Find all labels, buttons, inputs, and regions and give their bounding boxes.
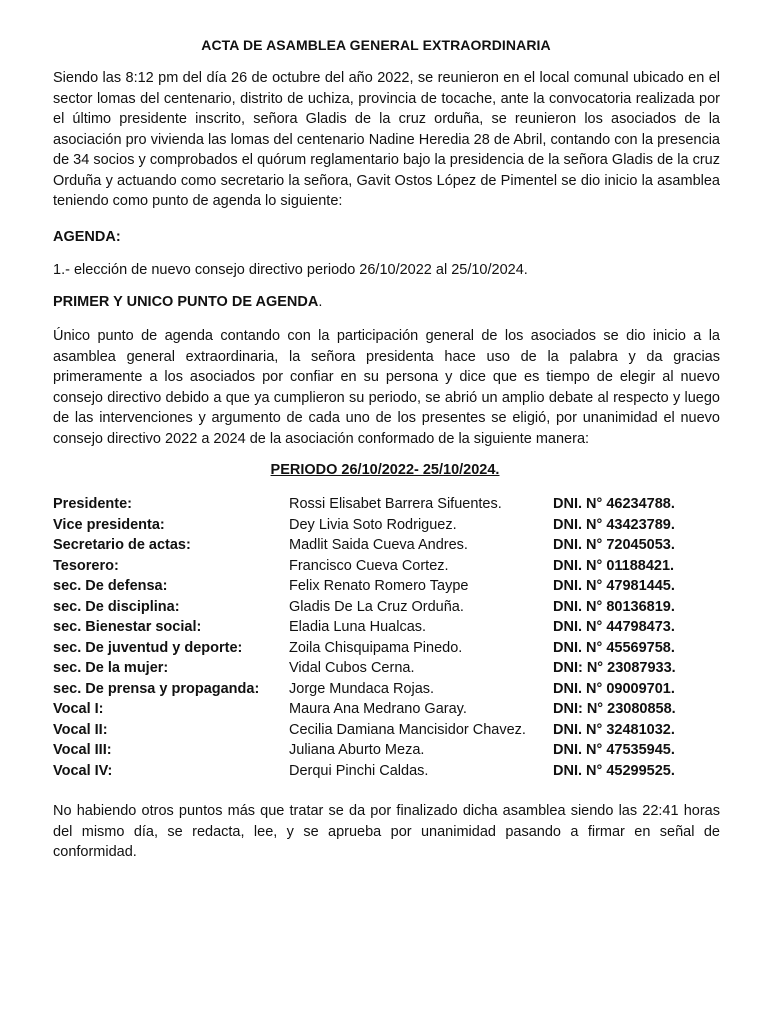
board-member-row <box>53 658 753 679</box>
board-member-role: sec. De prensa y propaganda: <box>53 680 260 697</box>
board-member-dni: DNI. N° 44798473. <box>553 619 675 635</box>
board-member-row <box>53 638 753 659</box>
board-member-row <box>53 740 753 761</box>
board-member-row <box>53 761 753 782</box>
board-member-name: Francisco Cueva Cortez. <box>289 557 449 574</box>
agenda-heading: AGENDA: <box>53 229 121 245</box>
board-member-role: sec. De juventud y deporte: <box>53 639 243 656</box>
period-heading: PERIODO 26/10/2022- 25/10/2024. <box>270 462 500 478</box>
board-member-name: Cecilia Damiana Mancisidor Chavez. <box>289 721 526 738</box>
agenda-item: 1.- elección de nuevo consejo directivo periodo 26/10/2022 al 25/10/2024. <box>53 262 528 278</box>
board-member-name: Maura Ana Medrano Garay. <box>289 701 467 717</box>
board-member-name: Zoila Chisquipama Pinedo. <box>289 639 463 656</box>
board-member-dni: DNI. N° 09009701. <box>553 680 675 697</box>
board-member-row <box>53 556 753 577</box>
board-member-dni: DNI. N° 47981445. <box>553 578 675 594</box>
board-member-dni: DNI. N° 45569758. <box>553 639 675 656</box>
intro-paragraph: Siendo las 8:12 pm del día 26 de octubre del año 2022, se reunieron en el local comunal ubicado en el sector lomas del centenario, distrito de uchiza, provincia de tocache, ante la convocatoria realizada por el último presidente inscrito, señora Gladis de la cruz orduña, se reunieron los asociados de la asociación pro vivienda las lomas del centenario Nadine Heredia 28 de Abril, contando con la presencia de 34 socios y comprobados el quórum reglamentario bajo la presidencia de la señora Gladis de la cruz Orduña y actuando como secretario la señora, Gavit Ostos López de Pimentel se dio inicio la asamblea teniendo como punto de agenda lo siguiente: <box>53 70 720 209</box>
document-title: ACTA DE ASAMBLEA GENERAL EXTRAORDINARIA <box>201 37 551 53</box>
board-member-name: Gladis De La Cruz Orduña. <box>289 598 464 615</box>
board-member-name: Derqui Pinchi Caldas. <box>289 762 429 779</box>
board-member-role: Vocal II: <box>53 721 108 738</box>
board-member-name: Juliana Aburto Meza. <box>289 742 425 758</box>
board-member-dni: DNI. N° 80136819. <box>553 598 675 615</box>
closing-paragraph: No habiendo otros puntos más que tratar se da por finalizado dicha asamblea siendo las 22:41 horas del mismo día, se redacta, lee, y se aprueba por unanimidad pasando a firmar en señal de conformidad. <box>53 803 720 860</box>
board-member-dni: DNI. N° 45299525. <box>553 762 675 779</box>
board-member-name: Jorge Mundaca Rojas. <box>289 680 435 697</box>
board-roster <box>53 494 753 781</box>
board-member-role: sec. De la mujer: <box>53 660 169 676</box>
point-heading-suffix: . <box>318 294 323 310</box>
board-member-row <box>53 617 753 638</box>
board-member-role: Secretario de actas: <box>53 537 191 553</box>
board-member-name: Dey Livia Soto Rodriguez. <box>289 516 457 533</box>
board-member-row <box>53 515 753 536</box>
board-member-dni: DNI. N° 46234788. <box>553 496 675 512</box>
board-member-name: Rossi Elisabet Barrera Sifuentes. <box>289 496 502 512</box>
board-member-role: Vocal I: <box>53 701 104 717</box>
board-member-role: Vice presidenta: <box>53 516 165 533</box>
board-member-row <box>53 720 753 741</box>
board-member-role: sec. De disciplina: <box>53 598 180 615</box>
point-heading <box>53 292 322 312</box>
board-member-name: Eladia Luna Hualcas. <box>289 619 427 635</box>
board-member-dni: DNI: N° 23080858. <box>553 701 676 717</box>
point-heading-text: PRIMER Y UNICO PUNTO DE AGENDA <box>53 294 319 310</box>
board-member-dni: DNI. N° 43423789. <box>553 516 675 533</box>
board-member-role: Vocal III: <box>53 742 112 758</box>
board-member-name: Madlit Saida Cueva Andres. <box>289 537 468 553</box>
board-member-role: Vocal IV: <box>53 762 113 779</box>
board-member-role: Presidente: <box>53 496 132 512</box>
board-member-row <box>53 494 753 515</box>
board-member-role: Tesorero: <box>53 557 119 574</box>
board-member-dni: DNI. N° 72045053. <box>553 537 675 553</box>
board-member-dni: DNI. N° 47535945. <box>553 742 675 758</box>
point-body-paragraph: Único punto de agenda contando con la participación general de los asociados se dio inicio a la asamblea general extraordinaria, la señora presidenta hace uso de la palabra y da gracias primeramente a los asociados por confiar en su persona y dice que es tiempo de elegir al nuevo consejo directivo debido a que ya cumplieron su periodo, se abrió un amplio debate al respecto y luego de las intervenciones y argumento de cada uno de los presentes se eligió, por unanimidad el nuevo consejo directivo 2022 a 2024 de la asociación conformado de la siguiente manera: <box>53 328 720 447</box>
board-member-dni: DNI. N° 32481032. <box>553 721 675 738</box>
board-member-name: Felix Renato Romero Taype <box>289 578 469 594</box>
board-member-dni: DNI. N° 01188421. <box>553 557 675 574</box>
board-member-name: Vidal Cubos Cerna. <box>289 660 415 676</box>
board-member-role: sec. De defensa: <box>53 578 168 594</box>
board-member-row <box>53 679 753 700</box>
board-member-dni: DNI: N° 23087933. <box>553 660 676 676</box>
board-member-role: sec. Bienestar social: <box>53 619 202 635</box>
board-member-row <box>53 535 753 556</box>
board-member-row <box>53 699 753 720</box>
board-member-row <box>53 576 753 597</box>
board-member-row <box>53 597 753 618</box>
